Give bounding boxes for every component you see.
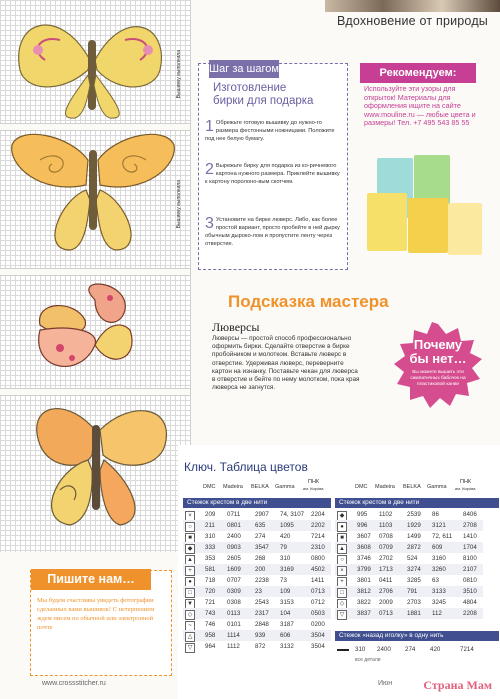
tip-title: Подсказка мастера: [228, 292, 389, 311]
cell-madeira: 0411: [379, 577, 393, 584]
cell-madeira: 1112: [227, 643, 240, 650]
cell-gamma: 63: [432, 577, 439, 584]
cell-gamma: 420: [430, 646, 441, 653]
col-header: BELKA: [403, 484, 421, 490]
stitch-symbol-icon: ×: [185, 511, 195, 521]
butterfly-4-icon: [37, 409, 167, 525]
why-not-badge: [392, 322, 484, 412]
cell-belka: 872: [255, 643, 266, 650]
cell-dmc: 958: [205, 632, 216, 639]
step-title-line: бирки для подарка: [213, 95, 314, 107]
stitch-symbol-icon: ○: [185, 522, 195, 532]
cell-dmc: 310: [205, 533, 216, 540]
col-header: DMC: [355, 484, 368, 490]
cell-dmc: 3607: [357, 533, 371, 540]
cell-belka: 635: [255, 522, 266, 529]
step-text: Вырежьте бирку для подарка из ко-ричневого картона нужного размера. Приклейте вышивку к картону поролоно-вым скотчем.: [205, 163, 340, 185]
recommend-box: [352, 63, 492, 268]
cell-dmc: 310: [355, 646, 366, 653]
cell-pnk: 3510: [463, 588, 477, 595]
cell-belka: 2872: [407, 544, 421, 551]
cell-gamma: 3121: [432, 522, 446, 529]
cell-madeira: 1713: [379, 566, 393, 573]
table-row: [335, 564, 483, 575]
why-not-title-line: Почему: [413, 337, 463, 352]
table-row: [183, 597, 331, 608]
cell-belka: 2539: [407, 511, 421, 518]
cell-belka: 2703: [407, 599, 421, 606]
cell-madeira: 0903: [227, 544, 241, 551]
butterfly-2-icon: [12, 134, 175, 250]
cell-gamma: 3245: [432, 599, 446, 606]
cell-gamma: 3260: [432, 566, 446, 573]
cell-pnk: 2708: [463, 522, 477, 529]
cell-pnk: 7214: [460, 646, 474, 653]
cell-gamma: 609: [432, 544, 443, 551]
cell-belka: 939: [255, 632, 266, 639]
cell-belka: 274: [255, 533, 266, 540]
cell-dmc: 720: [205, 588, 216, 595]
table-row: [183, 531, 331, 542]
table-row: [183, 553, 331, 564]
cell-dmc: 746: [205, 621, 216, 628]
cell-gamma: 104: [280, 610, 291, 617]
cell-belka: 1499: [407, 533, 421, 540]
cell-dmc: 353: [205, 555, 216, 562]
cell-madeira: 0707: [227, 577, 241, 584]
write-to-us-text: Мы будем счастливы увидеть фотографии сделанных вами вышивок! С нетерпением ждем писем по обычной или электронной почте: [37, 597, 155, 631]
cell-dmc: 743: [205, 610, 216, 617]
cell-pnk: 2107: [463, 566, 477, 573]
cell-belka: 2543: [255, 599, 269, 606]
cell-pnk: 1411: [311, 577, 325, 584]
stitch-symbol-icon: ●: [337, 522, 347, 532]
cell-belka: 23: [255, 588, 262, 595]
cell-madeira: 0101: [227, 621, 241, 628]
cell-belka: 1929: [407, 522, 421, 529]
step-item: [205, 216, 343, 248]
cell-madeira: 0113: [227, 610, 241, 617]
cell-dmc: 718: [205, 577, 216, 584]
starburst-icon: [392, 322, 484, 412]
cell-pnk: 0712: [311, 599, 325, 606]
why-not-title: [392, 338, 484, 366]
cell-dmc: 964: [205, 643, 216, 650]
step-number: 1: [205, 118, 214, 135]
cell-gamma: 420: [280, 533, 291, 540]
cell-pnk: 0503: [311, 610, 325, 617]
stitch-symbol-icon: △: [185, 632, 195, 642]
cell-madeira: 2605: [227, 555, 241, 562]
cell-gamma: 1095: [280, 522, 294, 529]
cell-pnk: 8406: [463, 511, 477, 518]
cross-stitch-chart: [0, 0, 191, 552]
write-to-us-box: [30, 570, 172, 676]
cell-pnk: 7214: [311, 533, 325, 540]
col-header: Gamma: [275, 484, 295, 490]
table-row: [335, 575, 483, 586]
footer-issue: Июн: [378, 680, 393, 687]
stitch-symbol-icon: ▽: [337, 610, 347, 620]
cell-belka: 2238: [255, 577, 269, 584]
cell-madeira: 0709: [379, 544, 393, 551]
cell-dmc: 3608: [357, 544, 371, 551]
cell-dmc: 995: [357, 511, 368, 518]
cell-madeira: 1102: [379, 511, 393, 518]
card-image: [408, 198, 448, 253]
cell-madeira: 1609: [227, 566, 241, 573]
step-number: 2: [205, 161, 214, 178]
brand-watermark: Страна Мам: [423, 678, 492, 692]
cell-pnk: 2202: [311, 522, 325, 529]
col-header: ПНК: [460, 479, 472, 485]
step-number: 3: [205, 215, 214, 232]
stitch-symbol-icon: ○: [337, 555, 347, 565]
why-not-text: Вы можете вышить эти симпатичных бабочек на пластиковой канве: [410, 370, 466, 387]
cell-belka: 1881: [407, 610, 421, 617]
cell-gamma: 72, 611: [432, 533, 453, 540]
step-title: [213, 82, 338, 108]
stitch-symbol-icon: ~: [185, 621, 195, 631]
col-header: Gamma: [427, 484, 447, 490]
stitch-symbol-icon: ◆: [185, 544, 195, 554]
cell-belka: 524: [407, 555, 418, 562]
cell-gamma: 74, 3107: [280, 511, 305, 518]
cell-gamma: 606: [280, 632, 291, 639]
butterfly-motifs: [0, 0, 190, 552]
cell-madeira: 2400: [377, 646, 391, 653]
cell-dmc: 581: [205, 566, 216, 573]
cell-pnk: 3504: [311, 643, 325, 650]
cell-madeira: 0801: [227, 522, 241, 529]
table-row: [335, 597, 483, 608]
table-row: [183, 619, 331, 630]
table-row: [183, 509, 331, 520]
table-row: [335, 586, 483, 597]
cell-pnk: 2310: [311, 544, 325, 551]
cell-gamma: 109: [280, 588, 291, 595]
table-row: [183, 542, 331, 553]
cell-pnk: 2204: [311, 511, 325, 518]
cell-madeira: 0708: [379, 533, 393, 540]
tip-subtitle: Люверсы: [212, 320, 260, 334]
cell-pnk: 0800: [311, 555, 325, 562]
table-row: [335, 520, 483, 531]
cell-pnk: 3504: [311, 632, 325, 639]
cell-pnk: 2208: [463, 610, 477, 617]
cell-pnk: 1704: [463, 544, 477, 551]
table-row: [183, 586, 331, 597]
cell-gamma: 112: [432, 610, 442, 617]
cell-gamma: 3187: [280, 621, 294, 628]
cell-pnk: 4804: [463, 599, 477, 606]
step-text: Обрежьте готовую вышивку до нужно-го размера фестонными ножницами. Положите под нее белую бумагу.: [205, 120, 335, 142]
stitch-symbol-icon: ▼: [185, 599, 195, 609]
cell-madeira: 0713: [379, 610, 393, 617]
footer-site: www.crossstitcher.ru: [42, 680, 106, 687]
cell-pnk: 8100: [463, 555, 477, 562]
section-title: Вдохновение от природы: [336, 14, 488, 28]
cell-madeira: 0308: [227, 599, 241, 606]
cell-dmc: 3812: [357, 588, 371, 595]
table-row: [183, 520, 331, 531]
cell-belka: 2907: [255, 511, 269, 518]
cell-dmc: 721: [205, 599, 216, 606]
table-row: [183, 630, 331, 641]
card-image: [367, 193, 407, 251]
cell-gamma: 310: [280, 555, 291, 562]
backstitch-line-icon: [337, 649, 349, 651]
table-row: [335, 531, 483, 542]
cell-madeira: 2706: [379, 588, 393, 595]
color-key-table: [178, 445, 500, 699]
step-by-step-badge: Шаг за шагом: [209, 60, 279, 78]
cell-gamma: 86: [432, 511, 439, 518]
stitch-symbol-icon: ◇: [337, 599, 347, 609]
cell-dmc: 333: [205, 544, 216, 551]
why-not-title-line: бы нет…: [409, 351, 467, 366]
stitch-symbol-icon: □: [337, 588, 347, 598]
step-title-line: Изготовление: [213, 82, 287, 94]
butterfly-3-icon: [39, 284, 132, 366]
table-row: [335, 542, 483, 553]
cell-madeira: 0309: [227, 588, 241, 595]
table-row: [183, 575, 331, 586]
stitch-symbol-icon: ▲: [337, 544, 347, 554]
stitch-symbol-icon: +: [185, 566, 195, 576]
col-header: Madeira: [223, 484, 243, 490]
cell-belka: 274: [405, 646, 416, 653]
table-row: [335, 608, 483, 619]
cell-gamma: 3169: [280, 566, 294, 573]
stitch-symbol-icon: ■: [185, 533, 195, 543]
table-row: [183, 608, 331, 619]
col-header-sub: им. Кирова: [455, 486, 476, 491]
step-by-step-box: [198, 63, 348, 270]
cell-belka: 2317: [255, 610, 269, 617]
cell-pnk: 1410: [463, 533, 477, 540]
cell-dmc: 3801: [357, 577, 371, 584]
chart-vertical-label: Вышивку выполнила: [176, 180, 182, 229]
cell-gamma: 73: [280, 577, 287, 584]
cell-pnk: 4502: [311, 566, 325, 573]
cell-belka: 791: [407, 588, 418, 595]
cell-dmc: 3837: [357, 610, 371, 617]
stitch-symbol-icon: ◆: [337, 511, 347, 521]
cell-pnk: 0200: [311, 621, 325, 628]
band-cross-stitch: Стежок крестом в две нити: [183, 498, 331, 508]
cell-madeira: 2702: [379, 555, 393, 562]
cell-belka: 268: [255, 555, 266, 562]
col-header: DMC: [203, 484, 216, 490]
cell-madeira: 1114: [227, 632, 240, 639]
cell-pnk: 0810: [463, 577, 477, 584]
stitch-symbol-icon: □: [185, 588, 195, 598]
cell-belka: 200: [255, 566, 266, 573]
cell-belka: 3274: [407, 566, 421, 573]
cell-dmc: 209: [205, 511, 216, 518]
cell-pnk: 0713: [311, 588, 325, 595]
col-header: BELKA: [251, 484, 269, 490]
recommend-text: Используйте эти узоры для открыток! Материалы для оформления ищите на сайте www.mouline.ru — любые цвета и размеры! Тел. +7 495 543 85 55: [364, 84, 476, 127]
cell-gamma: 3160: [432, 555, 446, 562]
table-row: [183, 641, 331, 652]
cell-dmc: 3799: [357, 566, 371, 573]
butterfly-1-icon: [19, 25, 162, 118]
cell-belka: 3547: [255, 544, 269, 551]
step-item: [205, 162, 343, 186]
write-to-us-title: Пишите нам…: [31, 569, 151, 590]
col-header: Madeira: [375, 484, 395, 490]
stitch-symbol-icon: +: [337, 577, 347, 587]
all-details-note: все детали: [355, 657, 381, 663]
cell-gamma: 3153: [280, 599, 294, 606]
stitch-symbol-icon: ◇: [185, 610, 195, 620]
step-item: [205, 119, 343, 143]
cell-madeira: 2009: [379, 599, 393, 606]
cell-gamma: 3133: [432, 588, 446, 595]
table-row: [335, 553, 483, 564]
chart-vertical-label: Вышивку выполнила: [176, 50, 182, 99]
col-header-sub: им. Кирова: [303, 486, 324, 491]
table-row: [335, 509, 483, 520]
tip-text: Люверсы — простой способ профессионально оформить бирки. Сделайте отверстие в бирке пробойником и молотком. Вставьте люверс в отверстие. Удерживая люверс, переверните картон на изнанку. Поставьте чекан для люверса в отверстие и бейте по нему молотком, пока края люверса не загнутся.: [212, 335, 360, 392]
cell-madeira: 1103: [379, 522, 393, 529]
stitch-symbol-icon: ■: [337, 533, 347, 543]
cell-gamma: 3132: [280, 643, 294, 650]
backstitch-row: [335, 644, 499, 655]
hair-photo-strip: [325, 0, 500, 12]
step-text: Установите на бирке люверс. Либо, как более простой вариант, просто пробейте в ней дырку обычным дыроко-лом и пропустите ленту через отверстие.: [205, 217, 340, 247]
recommend-title: Рекомендуем:: [360, 63, 476, 83]
stitch-symbol-icon: ▲: [185, 555, 195, 565]
band-backstitch: Стежок «назад иголку» в одну нить: [335, 631, 499, 641]
stitch-symbol-icon: ×: [337, 566, 347, 576]
card-image: [448, 203, 482, 255]
table-row: [183, 564, 331, 575]
cell-belka: 3285: [407, 577, 421, 584]
cell-belka: 2848: [255, 621, 269, 628]
cell-gamma: 79: [280, 544, 287, 551]
stitch-symbol-icon: ●: [185, 577, 195, 587]
cell-dmc: 211: [205, 522, 215, 529]
cell-dmc: 3822: [357, 599, 371, 606]
col-header: ПНК: [308, 479, 320, 485]
cell-dmc: 3746: [357, 555, 371, 562]
stitch-symbol-icon: ▽: [185, 643, 195, 653]
cell-madeira: 0711: [227, 511, 241, 518]
key-title: Ключ. Таблица цветов: [184, 460, 308, 474]
cell-dmc: 996: [357, 522, 368, 529]
cell-madeira: 2400: [227, 533, 241, 540]
band-cross-stitch: Стежок крестом в две нити: [335, 498, 499, 508]
